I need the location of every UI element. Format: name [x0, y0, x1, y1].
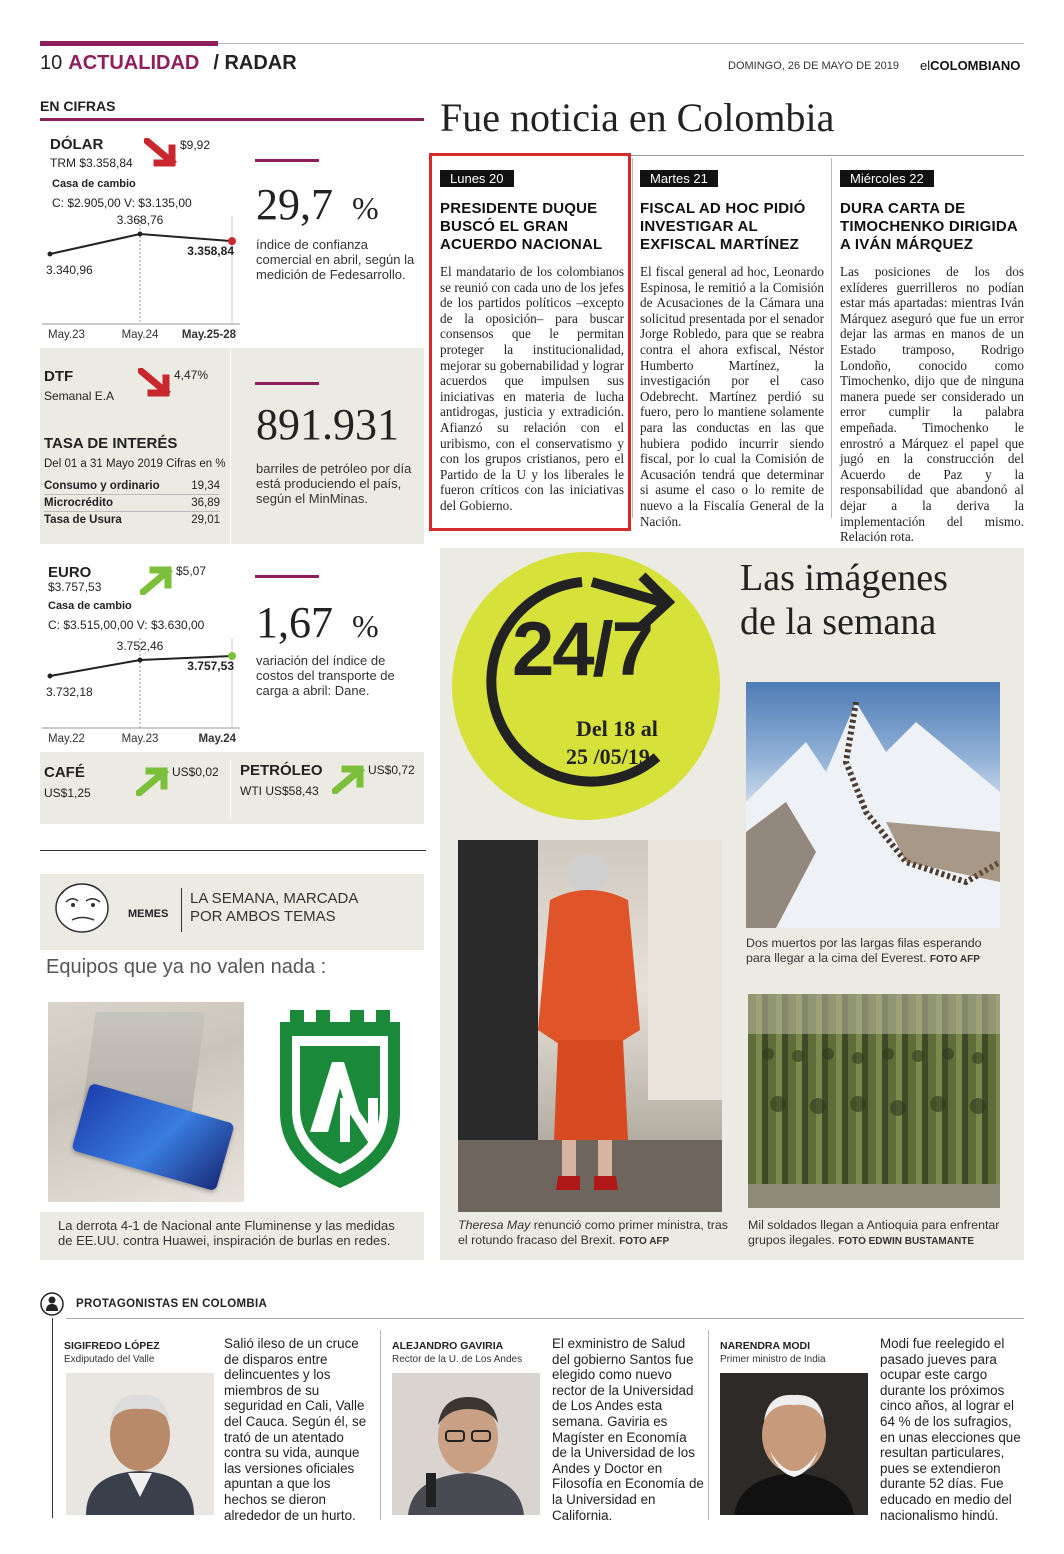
stat1-value — [256, 180, 379, 233]
may-caption-name: Theresa May — [458, 1218, 531, 1232]
euro-point — [138, 658, 143, 663]
euro-value-label: 3.757,53 — [187, 659, 234, 673]
person-icon — [40, 1292, 64, 1321]
news-item-body: El mandatario de los colombianos se reunió con cada uno de los jefes de los partidos políticos –excepto de la oposición– para buscar consensos que le permitan proteger la institucionalidad, mejorar su gobernabilidad y lograr acuerdos que impulsen sus iniciativas en materia de lucha antidrogas, justicia y extradición. Afianzó su relación con el uribismo, con el conservatismo y con los grupos cristianos, pero el Partido de la U y los liberales le fueron críticos con las iniciativas del Gobierno. — [440, 264, 624, 513]
dolar-trm: TRM $3.358,84 — [50, 156, 133, 170]
petroleo-change: US$0,72 — [368, 763, 415, 777]
everest-caption-text: Dos muertos por las largas filas esperando para llegar a la cima del Everest. — [746, 936, 982, 965]
stat1-rule — [255, 159, 319, 162]
memes-caption: La derrota 4-1 de Nacional ante Fluminense y las medidas de EE.UU. contra Huawei, inspiración de burlas en redes. — [58, 1218, 395, 1248]
page-number: 10 — [40, 52, 63, 74]
dolar-value-label: 3.358,84 — [187, 244, 234, 259]
huawei-phone-photo — [48, 1002, 244, 1202]
badge-24-7: 24/7 — [512, 607, 652, 692]
nacional-shield-icon — [270, 1002, 410, 1197]
everest-photo — [746, 682, 1000, 928]
dtf-divider — [230, 348, 231, 544]
cifras-bottom-rule — [40, 850, 426, 851]
euro-label: EURO — [48, 564, 92, 581]
news-title: Fue noticia en Colombia — [440, 95, 835, 140]
arrow-down-icon — [144, 138, 178, 168]
meme-face-icon — [48, 880, 118, 941]
stat3-unit: % — [352, 608, 379, 644]
cafe-change: US$0,02 — [172, 765, 219, 779]
may-credit: FOTO AFP — [619, 1236, 670, 1247]
imagenes-title-line2: de la semana — [740, 601, 937, 643]
header-date: DOMINGO, 26 DE MAYO DE 2019 — [728, 60, 899, 72]
memes-title: LA SEMANA, MARCADA POR AMBOS TEMAS — [190, 890, 358, 925]
person-text: El exministro de Salud del gobierno Santos fue elegido como nuevo rector de la Universidad de Los Andes esta semana. Gaviria es Magíster en Economía de la Universidad de los Andes y Doctor en Filosofía en Economía de la Universidad en California. — [552, 1336, 704, 1523]
dtf-change: 4,47% — [174, 368, 209, 382]
dolar-label: DÓLAR — [50, 136, 104, 153]
tasa-row-name: Tasa de Usura — [44, 514, 122, 526]
person-name: NARENDRA MODI — [720, 1340, 811, 1352]
stat2-desc: barriles de petróleo por día está produciendo el país, según el MinMinas. — [256, 461, 412, 506]
dolar-point — [48, 252, 53, 257]
gaviria-photo — [392, 1373, 540, 1515]
news-day-tag: Miércoles 22 — [840, 170, 934, 187]
dolar-change: $9,92 — [180, 138, 211, 152]
tasa-label: TASA DE INTERÉS — [44, 435, 178, 452]
euro-line-chart — [40, 634, 240, 746]
everest-credit: FOTO AFP — [929, 954, 980, 965]
section-title: ACTUALIDAD — [68, 52, 200, 74]
arrow-up-icon — [140, 565, 174, 595]
protagonistas-title: PROTAGONISTAS EN COLOMBIA — [76, 1298, 268, 1310]
soldiers-photo — [748, 994, 1000, 1208]
subsection-title: / RADAR — [213, 52, 297, 74]
person-role: Primer ministro de India — [720, 1354, 826, 1365]
news-item-title: DURA CARTA DE TIMOCHENKO DIRIGIDA A IVÁN MÁRQUEZ — [840, 200, 1018, 253]
tasa-row-name: Consumo y ordinario — [44, 480, 160, 492]
brand-logo — [920, 58, 1020, 73]
dolar-value-label: 3.340,96 — [46, 263, 93, 277]
news-day-tag: Martes 21 — [640, 170, 718, 187]
person-role: Exdiputado del Valle — [64, 1354, 155, 1365]
dolar-casa-values: C: $2.905,00 V: $3.135,00 — [52, 196, 192, 210]
euro-change: $5,07 — [176, 564, 207, 578]
news-item — [840, 170, 1024, 545]
news-item-body: Las posiciones de los dos exlíderes guerrilleros no podían estar más apartadas: mientras Iván Márquez aseguró que fue un error dejar las armas en manos de un Estado tramposo, Rodrigo Londoño, conocido como Timochenko, dijo que de ninguna manera puede ser considerado un error cumplir la palabra empeñada. Timochenko le enrostró a Márquez el papel que jugó en la construcción del Acuerdo de Paz y la responsabilidad que abandonó al dejar a la deriva la implementación del mismo. Relación rota. — [840, 264, 1024, 545]
person-name: ALEJANDRO GAVIRIA — [392, 1340, 504, 1352]
tasa-row-value: 29,01 — [191, 514, 220, 526]
stat2-value: 891.931 — [256, 400, 399, 449]
petroleo-label: PETRÓLEO — [240, 762, 323, 779]
news-item — [640, 170, 824, 529]
commodities-divider — [230, 760, 231, 820]
petroleo-value: WTI US$58,43 — [240, 784, 319, 798]
dtf-label: DTF — [44, 368, 74, 385]
news-day-tag: Lunes 20 — [440, 170, 514, 187]
dolar-casa-label: Casa de cambio — [52, 178, 136, 190]
tasa-row-value: 36,89 — [191, 497, 220, 509]
person-role: Rector de la U. de Los Andes — [392, 1354, 523, 1365]
cafe-value: US$1,25 — [44, 786, 91, 800]
brand-prefix: el — [920, 58, 931, 73]
stat3-number: 1,67 — [256, 598, 333, 647]
news-divider — [831, 158, 832, 518]
meme-heading: Equipos que ya no valen nada : — [46, 956, 327, 978]
arrow-down-icon — [138, 368, 172, 398]
person-name: SIGIFREDO LÓPEZ — [64, 1340, 160, 1352]
euro-tick-label: May.24 — [198, 733, 236, 745]
dolar-tick-label: May.23 — [48, 329, 85, 341]
news-item-body: El fiscal general ad hoc, Leonardo Espinosa, le remitió a la Comisión de Acusaciones de la Cámara una solicitud presentada por el senador Jorge Robledo, para que se reabra contra el ahora exfiscal, Néstor Humberto Martínez, la investigación por el caso Odebrecht. Martínez perdió su fuero, pero lo mantiene solamente para las conductas en las que hubiera podido incurrir siendo fiscal, por lo cual la Comisión de Acusación tendrá que determinar si asume el caso o lo remite de nuevo a la Fiscalía General de la Nación. — [640, 264, 824, 529]
tasa-row — [44, 512, 220, 528]
may-caption-text: renunció como primer ministra, tras el rotundo fracaso del Brexit. — [458, 1218, 728, 1247]
euro-value-label: 3.732,18 — [46, 685, 93, 699]
header-accent-bar — [40, 41, 218, 46]
stat3-rule — [255, 575, 319, 578]
everest-caption — [746, 936, 1006, 967]
person-text: Modi fue reelegido el pasado jueves para ocupar este cargo durante los próximos cinco años, al lograr el 64 % de los sufragios, en unas elecciones que resultan particulares, pues se extendieron durante 52 días. Fue educado en medio del nacionalismo hindú. — [880, 1336, 1021, 1523]
badge-dates-line1: Del 18 al — [576, 716, 658, 741]
arrow-up-icon — [332, 764, 366, 794]
stat1-desc: índice de confianza comercial en abril, según la medición de Fedesarrollo. — [256, 237, 415, 282]
soldiers-caption — [748, 1218, 1008, 1249]
soldiers-caption-text: Mil soldados llegan a Antioquia para enfrentar grupos ilegales. — [748, 1218, 1000, 1247]
euro-tick-label: May.23 — [121, 733, 159, 745]
news-divider — [632, 158, 633, 518]
theresa-may-photo — [458, 840, 722, 1212]
person-text: Salió ileso de un cruce de disparos entre delincuentes y los miembros de su seguridad en Cali, Valle del Cauca. Según él, se trató de un atentado contra su vida, aunque las versiones oficiales apuntan a que los hechos se dieron alrededor de un hurto. — [224, 1336, 367, 1523]
dtf-sub: Semanal E.A — [44, 389, 115, 403]
dolar-point — [138, 232, 143, 237]
tasa-row-value: 19,34 — [191, 480, 220, 492]
euro-tick-label: May.22 — [48, 733, 85, 745]
cifras-rule — [40, 118, 424, 121]
cafe-label: CAFÉ — [44, 764, 85, 781]
arrow-up-icon — [136, 766, 170, 796]
stat3-desc: variación del índice de costos del transporte de carga a abril: Dane. — [256, 653, 395, 698]
sigifredo-photo — [66, 1373, 214, 1515]
stat1-unit: % — [352, 190, 379, 226]
badge-dates-line2: 25 /05/19 — [566, 744, 650, 769]
protagonistas-divider — [380, 1330, 381, 1520]
euro-casa-values: C: $3.515,00,00 V: $3.630,00 — [48, 618, 205, 632]
memes-divider — [181, 888, 182, 932]
news-item-title: FISCAL AD HOC PIDIÓ INVESTIGAR AL EXFISCAL MARTÍNEZ — [640, 200, 806, 253]
brand-name: COLOMBIANO — [930, 58, 1021, 73]
soldiers-credit: FOTO EDWIN BUSTAMANTE — [838, 1236, 974, 1247]
euro-point — [48, 674, 53, 679]
commodities-panel — [40, 752, 424, 824]
memes-label: MEMES — [128, 908, 169, 920]
may-caption — [458, 1218, 728, 1249]
news-item-title: PRESIDENTE DUQUE BUSCÓ EL GRAN ACUERDO NACIONAL — [440, 200, 603, 253]
protagonistas-vline — [52, 1318, 53, 1518]
modi-photo — [720, 1373, 868, 1515]
imagenes-title-line1: Las imágenes — [740, 557, 948, 599]
protagonistas-rule — [66, 1318, 1024, 1319]
dolar-value-label: 3.368,76 — [116, 213, 164, 227]
page-header — [40, 52, 297, 78]
euro-value-label: 3.752,46 — [116, 639, 164, 653]
dolar-tick-label: May.25-28 — [181, 329, 236, 341]
stat1-number: 29,7 — [256, 180, 333, 229]
stat3-value — [256, 598, 379, 651]
news-item — [440, 170, 624, 514]
header-rule — [218, 43, 1024, 44]
tasa-row-name: Microcrédito — [44, 497, 114, 509]
cifras-title: EN CIFRAS — [40, 98, 116, 114]
stat2-rule — [255, 382, 319, 385]
euro-value: $3.757,53 — [48, 580, 102, 594]
tasa-table — [44, 478, 220, 528]
protagonistas-divider — [708, 1330, 709, 1520]
tasa-sub: Del 01 a 31 Mayo 2019 Cifras en % — [44, 458, 226, 470]
euro-casa-label: Casa de cambio — [48, 600, 132, 612]
tasa-row — [44, 495, 220, 512]
tasa-row — [44, 478, 220, 495]
dolar-tick-label: May.24 — [121, 329, 159, 341]
meme-image — [40, 950, 424, 1212]
dolar-line-chart — [40, 212, 240, 342]
